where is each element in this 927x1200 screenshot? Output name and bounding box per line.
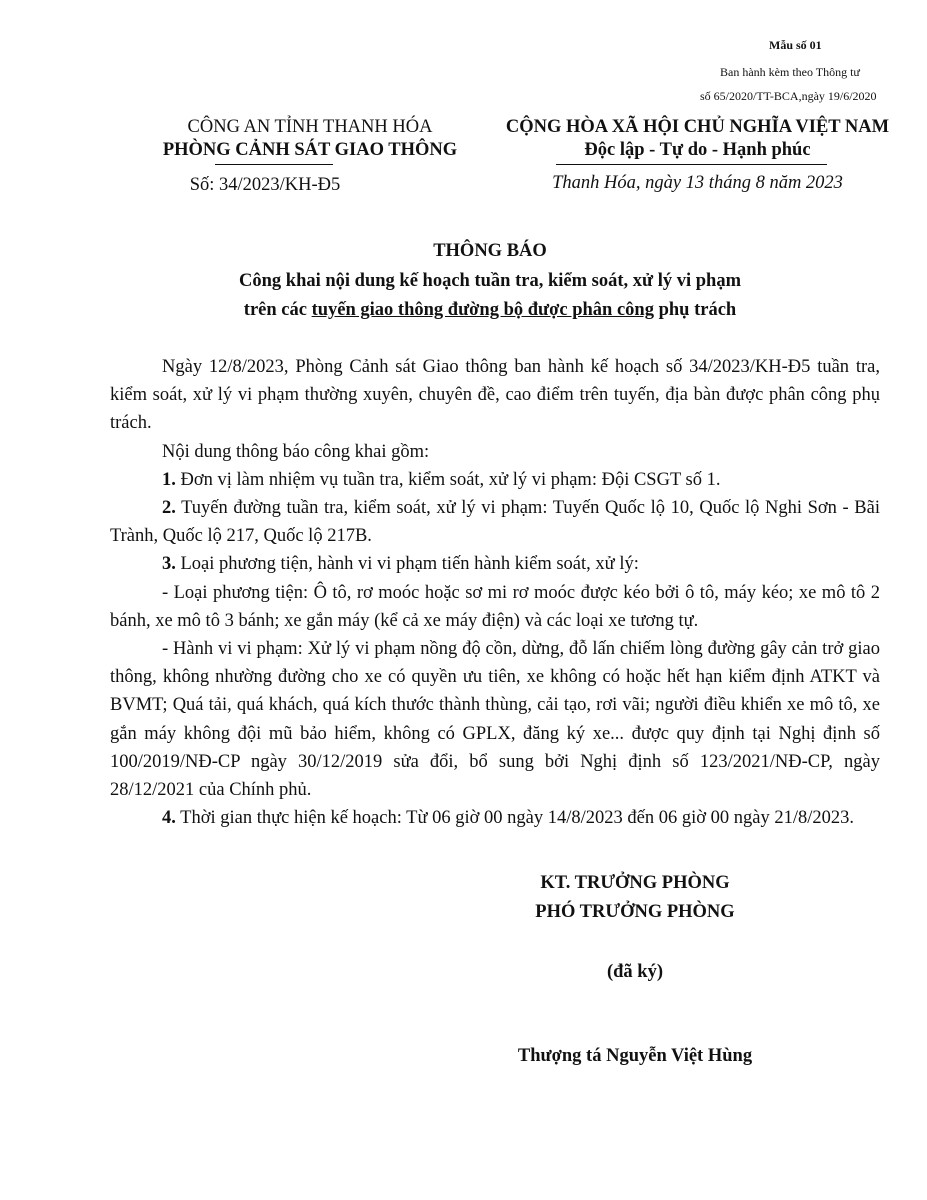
department-underline [215, 164, 333, 165]
vehicle-types: - Loại phương tiện: Ô tô, rơ moóc hoặc sơ mi rơ moóc được kéo bởi ô tô, máy kéo; xe mô tô 2 bánh, xe mô tô 3 bánh; xe gắn máy (kể cả xe máy điện) và các loại xe tương tự. [110, 582, 880, 631]
signer-name: Thượng tá Nguyễn Việt Hùng [517, 1046, 753, 1066]
intro-paragraph: Ngày 12/8/2023, Phòng Cảnh sát Giao thông ban hành kế hoạch số 34/2023/KH-Đ5 tuần tra, kiểm soát, xử lý vi phạm thường xuyên, chuyên đề, cao điểm trên tuyến, địa bàn được phân công phụ trách. [110, 357, 880, 434]
motto-underline [556, 164, 827, 165]
item-4-number: 4. [162, 808, 176, 829]
agency-name: CÔNG AN TỈNH THANH HÓA [187, 117, 433, 137]
item-3-text: Loại phương tiện, hành vi vi phạm tiến hành kiểm soát, xử lý: [175, 554, 639, 575]
form-issued-with: Ban hành kèm theo Thông tư [720, 65, 860, 79]
item-1-text: Đơn vị làm nhiệm vụ tuần tra, kiểm soát, xử lý vi phạm: Đội CSGT số 1. [175, 469, 721, 490]
item-1 [110, 466, 880, 494]
department-name: PHÒNG CẢNH SÁT GIAO THÔNG [162, 140, 458, 160]
subtitle-prefix: trên các [243, 300, 312, 320]
item-1-number: 1. [162, 469, 176, 490]
content-heading: Nội dung thông báo công khai gồm: [162, 441, 430, 462]
item-3-number: 3. [162, 554, 176, 575]
signed-mark: (đã ký) [606, 962, 664, 982]
form-number: Mẫu số 01 [769, 38, 822, 52]
signature-title-1: KT. TRƯỞNG PHÒNG [540, 873, 730, 893]
subtitle-suffix: phụ trách [653, 300, 737, 320]
item-3 [110, 550, 880, 578]
notice-title: THÔNG BÁO [433, 241, 547, 261]
document-number: Số: 34/2023/KH-Đ5 [189, 175, 341, 195]
item-4-text: Thời gian thực hiện kế hoạch: Từ 06 giờ 00 ngày 14/8/2023 đến 06 giờ 00 ngày 21/8/2023. [175, 808, 855, 829]
item-4 [110, 804, 880, 832]
subtitle-underlined: tuyến giao thông đường bộ được phân công [311, 300, 654, 320]
item-2 [110, 494, 880, 550]
place-date: Thanh Hóa, ngày 13 tháng 8 năm 2023 [552, 173, 843, 193]
notice-subtitle-line1: Công khai nội dung kế hoạch tuần tra, kiểm soát, xử lý vi phạm [239, 271, 741, 291]
item-2-number: 2. [162, 498, 176, 519]
notice-body [110, 353, 880, 832]
form-circular: số 65/2020/TT-BCA,ngày 19/6/2020 [700, 89, 877, 103]
signature-title-2: PHÓ TRƯỞNG PHÒNG [535, 902, 735, 922]
item-2-text: Tuyến đường tuần tra, kiểm soát, xử lý vi phạm: Tuyến Quốc lộ 10, Quốc lộ Nghi Sơn - Bãi Trành, Quốc lộ 217, Quốc lộ 217B. [110, 498, 880, 547]
national-motto: Độc lập - Tự do - Hạnh phúc [584, 140, 811, 160]
notice-subtitle-line2 [90, 300, 890, 321]
violation-types: - Hành vi vi phạm: Xử lý vi phạm nồng độ cồn, dừng, đỗ lấn chiếm lòng đường gây cản trở giao thông, không nhường đường cho xe có quyền ưu tiên, xe không có hoặc hết hạn kiểm định ATKT và BVMT; Quá tải, quá khách, quá kích thước thành thùng, cải tạo, rơi vãi; người điều khiển xe mô tô, xe gắn máy không đội mũ bảo hiểm, không có GPLX, đăng ký xe... được quy định tại Nghị định số 100/2019/NĐ-CP ngày 30/12/2019 sửa đổi, bổ sung bởi Nghị định số 123/2021/NĐ-CP, ngày 28/12/2021 của Chính phủ. [110, 639, 880, 801]
republic-name: CỘNG HÒA XÃ HỘI CHỦ NGHĨA VIỆT NAM [505, 117, 890, 137]
